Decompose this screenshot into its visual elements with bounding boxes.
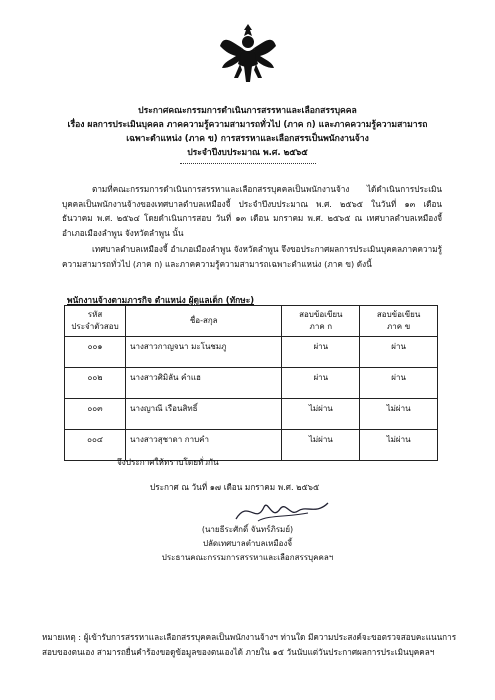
header-part-b: สอบข้อเขียน ภาค ข bbox=[360, 306, 438, 337]
results-table bbox=[64, 305, 438, 461]
cell-name: นางสาวกาญจนา มะโนชมภู bbox=[126, 337, 282, 368]
cell-result-a: ไม่ผ่าน bbox=[282, 399, 360, 430]
table-header-row bbox=[65, 306, 438, 337]
signer-position: ปลัดเทศบาลตำบลเหมืองจี้ bbox=[202, 539, 293, 548]
cell-name: นางญาณี เรือนสิทธิ์ bbox=[126, 399, 282, 430]
signer-name: (นายธีระศักดิ์ จันทร์ภิรมย์) bbox=[201, 525, 294, 534]
cell-result-b: ไม่ผ่าน bbox=[360, 430, 438, 461]
garuda-emblem-icon bbox=[218, 20, 278, 86]
paragraph-intro: ตามที่คณะกรรมการดำเนินการสรรหาและเลือกสรรบุคคลเป็นพนักงานจ้าง ได้ดำเนินการประเมินบุคคลเป็นพนักงานจ้างของเทศบาลตำบลเหมืองจี้ ประจำปีงบประมาณ พ.ศ. ๒๕๖๕ ในวันที่ ๑๓ เดือน ธันวาคม พ.ศ. ๒๕๖๔ โดยดำเนินการสอบ วันที่ ๑๓ เดือน มกราคม พ.ศ. ๒๕๖๕ ณ เทศบาลตำบลเหมืองจี้ อำเภอเมืองลำพูน จังหวัดลำพูน นั้น bbox=[62, 184, 442, 238]
notice-text: จึงประกาศให้ทราบโดยทั่วกัน bbox=[117, 457, 219, 467]
title-line-4: ประจำปีงบประมาณ พ.ศ. ๒๕๖๕ bbox=[187, 148, 308, 158]
title-line-3: เฉพาะตำแหน่ง (ภาค ข) การสรรหาและเลือกสรรเป็นพนักงานจ้าง bbox=[126, 134, 369, 144]
section-title: พนักงานจ้างตามภารกิจ ตำแหน่ง ผู้ดูแลเด็ก (ทักษะ) bbox=[67, 295, 255, 305]
cell-result-b: ผ่าน bbox=[360, 337, 438, 368]
signer-role: ประธานคณะกรรมการสรรหาและเลือกสรรบุคคลฯ bbox=[161, 553, 334, 562]
title-line-2: เรื่อง ผลการประเมินบุคคล ภาคความรู้ความสามารถทั่วไป (ภาค ก) และภาคความรู้ความสามารถ bbox=[67, 120, 428, 130]
header-name: ชื่อ-สกุล bbox=[126, 306, 282, 337]
title-divider bbox=[180, 163, 316, 164]
header-exam-id: รหัส ประจำตัวสอบ bbox=[65, 306, 126, 337]
cell-exam-id: ๐๐๒ bbox=[65, 368, 126, 399]
cell-result-b: ไม่ผ่าน bbox=[360, 399, 438, 430]
cell-exam-id: ๐๐๔ bbox=[65, 430, 126, 461]
table-row bbox=[65, 399, 438, 430]
announcement-date: ประกาศ ณ วันที่ ๑๗ เดือน มกราคม พ.ศ. ๒๕๖๕ bbox=[150, 482, 320, 492]
cell-result-b: ผ่าน bbox=[360, 368, 438, 399]
cell-result-a: ผ่าน bbox=[282, 337, 360, 368]
table-row bbox=[65, 368, 438, 399]
cell-exam-id: ๐๐๑ bbox=[65, 337, 126, 368]
paragraph-announcement: เทศบาลตำบลเหมืองจี้ อำเภอเมืองลำพูน จังหวัดลำพูน จึงขอประกาศผลการประเมินบุคคลภาคความรู้ความสามารถทั่วไป (ภาค ก) และภาคความรู้ความสามารถเฉพาะตำแหน่ง (ภาค ข) ดังนี้ bbox=[62, 244, 442, 269]
cell-result-a: ผ่าน bbox=[282, 368, 360, 399]
table-row bbox=[65, 337, 438, 368]
footnote: หมายเหตุ : ผู้เข้ารับการสรรหาและเลือกสรรบุคคลเป็นพนักงานจ้างฯ ท่านใด มีความประสงค์จะขอตรวจสอบคะแนนการสอบของตนเอง สามารถยื่นคำร้องขอดูข้อมูลของตนเองได้ ภายใน ๑๕ วันนับแต่วันประกาศผลการประเมินบุคคลฯ bbox=[42, 632, 457, 657]
title-line-1: ประกาศคณะกรรมการดำเนินการสรรหาและเลือกสรรบุคคล bbox=[138, 106, 357, 116]
header-part-a: สอบข้อเขียน ภาค ก bbox=[282, 306, 360, 337]
cell-exam-id: ๐๐๓ bbox=[65, 399, 126, 430]
cell-name: นางสาวสุชาดา กาบคำ bbox=[126, 430, 282, 461]
cell-result-a: ไม่ผ่าน bbox=[282, 430, 360, 461]
cell-name: นางสาวศิมิลัน คำแฮ bbox=[126, 368, 282, 399]
